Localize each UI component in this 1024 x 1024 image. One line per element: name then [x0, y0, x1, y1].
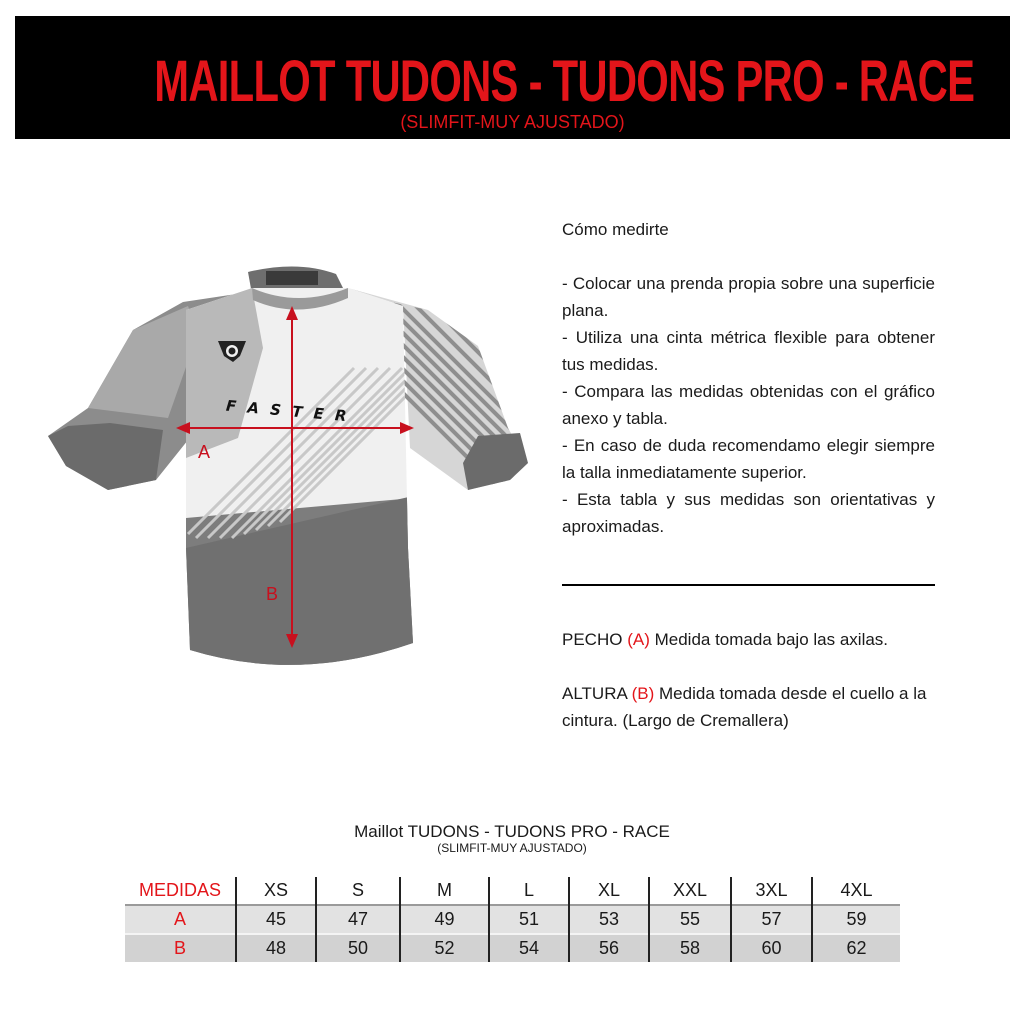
- neck-label: [266, 271, 318, 285]
- table-cell: 50: [316, 934, 400, 962]
- table-title: Maillot TUDONS - TUDONS PRO - RACE: [354, 822, 670, 841]
- instructions-heading: Cómo medirte: [562, 220, 669, 239]
- page-subtitle: (SLIMFIT-MUY AJUSTADO): [400, 112, 625, 132]
- legend-altura: [562, 680, 935, 734]
- table-cell: 48: [236, 934, 316, 962]
- table-cell: 47: [316, 905, 400, 934]
- table-cell: 52: [400, 934, 489, 962]
- section-divider: [562, 584, 935, 586]
- legend-pecho-desc: Medida tomada bajo las axilas.: [654, 630, 889, 649]
- table-cell: 62: [812, 934, 900, 962]
- legend-pecho-term: PECHO: [562, 630, 623, 649]
- instruction-item: - En caso de duda recomendamo elegir siempre la talla inmediatamente superior.: [562, 436, 935, 482]
- legend-pecho: [562, 626, 935, 653]
- table-row: [125, 934, 900, 962]
- table-cell: 59: [812, 905, 900, 934]
- table-cell: 49: [400, 905, 489, 934]
- instruction-item: - Esta tabla y sus medidas son orientativas y aproximadas.: [562, 490, 935, 536]
- table-row: [125, 905, 900, 934]
- size-header: M: [400, 877, 489, 905]
- instruction-item: - Colocar una prenda propia sobre una superficie plana.: [562, 274, 935, 320]
- table-subtitle: (SLIMFIT-MUY AJUSTADO): [437, 841, 587, 855]
- size-header: 4XL: [812, 877, 900, 905]
- size-header: XS: [236, 877, 316, 905]
- jersey-illustration: [48, 258, 538, 678]
- table-header-row: [125, 877, 900, 905]
- header-label: MEDIDAS: [138, 880, 221, 900]
- instruction-item: - Utiliza una cinta métrica flexible para obtener tus medidas.: [562, 328, 935, 374]
- row-label: A: [125, 905, 236, 934]
- size-header: 3XL: [731, 877, 812, 905]
- page-title: MAILLOT TUDONS - TUDONS PRO - RACE: [154, 49, 975, 114]
- instructions: [562, 216, 935, 540]
- legend-altura-code: (B): [631, 684, 655, 703]
- size-header: L: [489, 877, 569, 905]
- table-cell: 58: [649, 934, 731, 962]
- table-cell: 57: [731, 905, 812, 934]
- size-header: XXL: [649, 877, 731, 905]
- header-banner: [15, 16, 1010, 139]
- table-cell: 51: [489, 905, 569, 934]
- table-cell: 54: [489, 934, 569, 962]
- table-cell: 55: [649, 905, 731, 934]
- label-b: B: [266, 584, 279, 604]
- table-cell: 53: [569, 905, 649, 934]
- size-table: [125, 877, 900, 962]
- table-cell: 45: [236, 905, 316, 934]
- left-cuff: [48, 423, 163, 490]
- instruction-item: - Compara las medidas obtenidas con el gráfico anexo y tabla.: [562, 382, 935, 428]
- size-header: S: [316, 877, 400, 905]
- legend-pecho-code: (A): [627, 630, 650, 649]
- legend-altura-desc: Medida tomada desde el cuello a la cintura. (Largo de Cremallera): [562, 684, 927, 730]
- brand-text: F A S T E R: [225, 396, 351, 426]
- legend-altura-term: ALTURA: [562, 684, 627, 703]
- size-header: XL: [569, 877, 649, 905]
- row-label: B: [125, 934, 236, 962]
- table-cell: 56: [569, 934, 649, 962]
- label-a: A: [198, 442, 211, 462]
- table-cell: 60: [731, 934, 812, 962]
